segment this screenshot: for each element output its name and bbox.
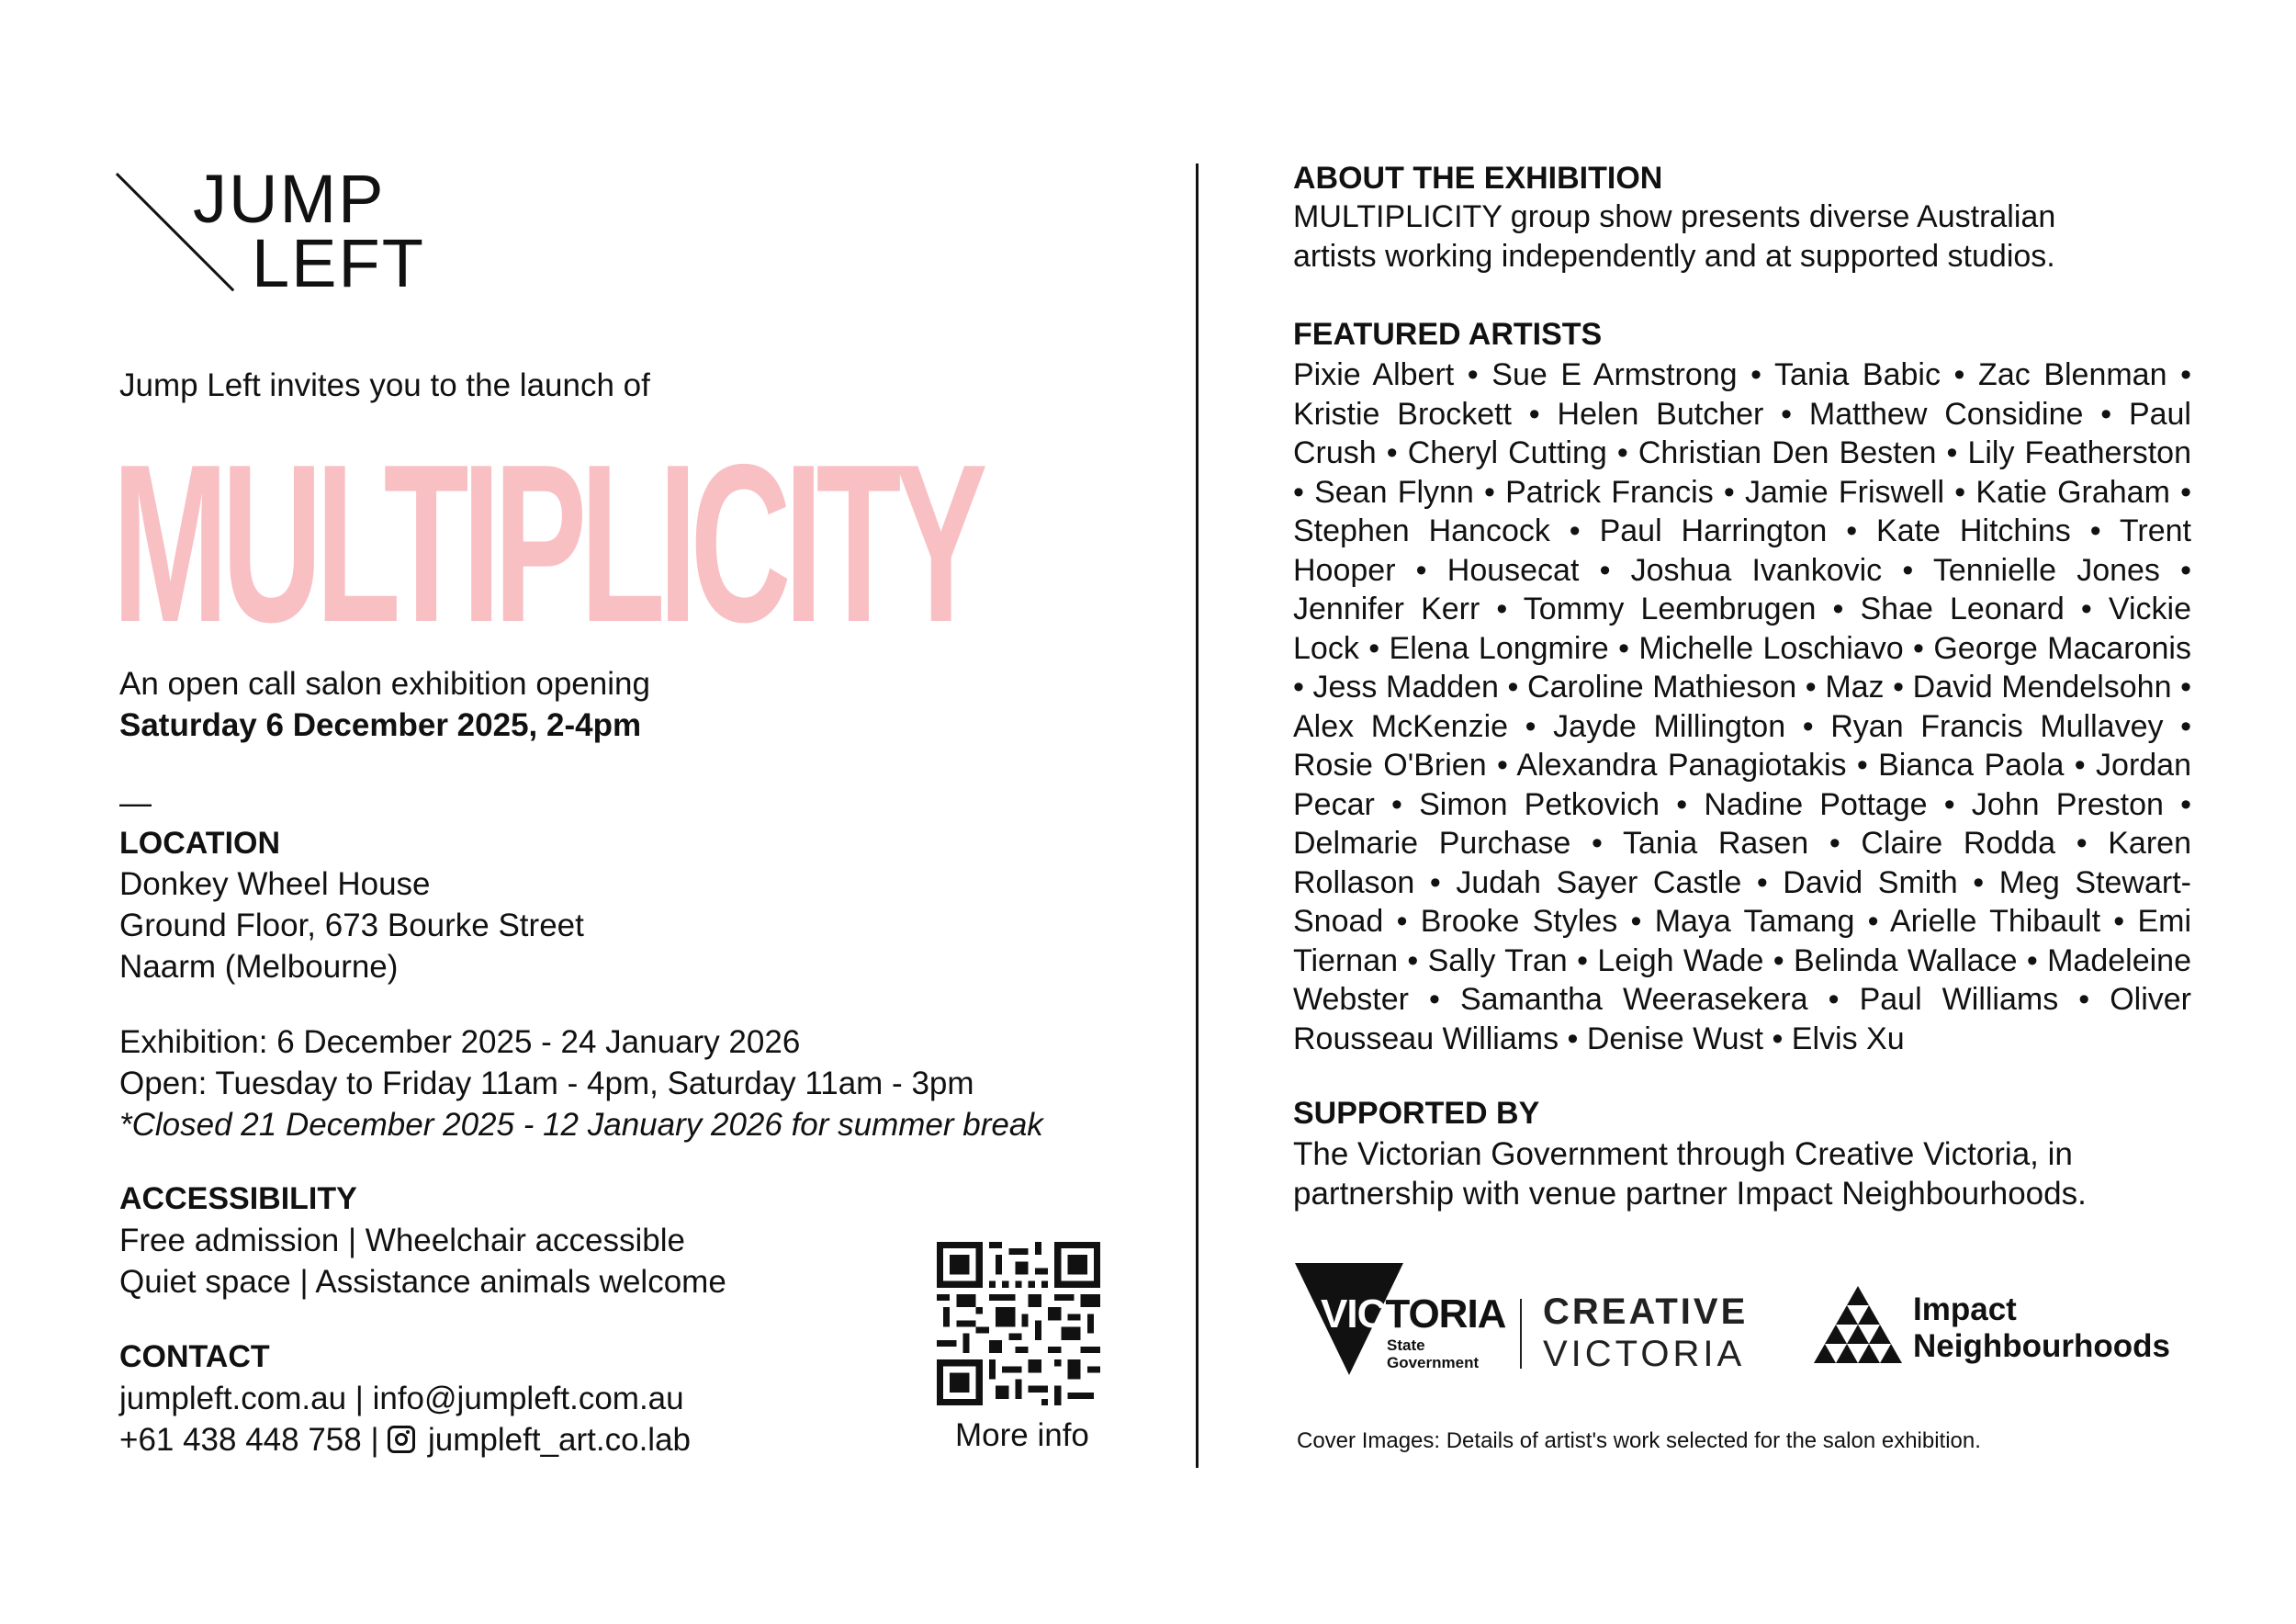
victoria-state-government-logo xyxy=(1295,1263,1506,1382)
creative-victoria-line-2: VICTORIA xyxy=(1543,1334,1746,1374)
dash-divider: — xyxy=(119,785,152,821)
exhibition-title: MULTIPLICITY xyxy=(112,418,981,670)
exhibition-dates: Exhibition: 6 December 2025 - 24 January 2026 xyxy=(119,1024,801,1060)
qr-more-info-label: More info xyxy=(955,1417,1089,1453)
column-divider xyxy=(1196,164,1199,1468)
opening-line: An open call salon exhibition opening xyxy=(119,666,650,702)
contact-phone-instagram xyxy=(119,1419,691,1460)
location-line-venue: Donkey Wheel House xyxy=(119,866,431,902)
about-line-2: artists working independently and at supported studios. xyxy=(1293,239,2055,274)
opening-date: Saturday 6 December 2025, 2-4pm xyxy=(119,707,642,743)
supported-by-heading: SUPPORTED BY xyxy=(1293,1096,1540,1131)
logo-word-left: LEFT xyxy=(252,225,425,301)
location-line-city: Naarm (Melbourne) xyxy=(119,949,399,985)
victoria-word-dark: TORIA xyxy=(1385,1291,1506,1336)
impact-neighbourhoods-line-1: Impact xyxy=(1913,1291,2017,1327)
victoria-logo-sub-state: State xyxy=(1387,1336,1425,1354)
accessibility-line-2: Quiet space | Assistance animals welcome xyxy=(119,1264,726,1300)
closure-note: *Closed 21 December 2025 - 12 January 2026 for summer break xyxy=(119,1107,1043,1143)
accessibility-heading: ACCESSIBILITY xyxy=(119,1181,357,1216)
accessibility-line-1: Free admission | Wheelchair accessible xyxy=(119,1223,686,1258)
featured-artists-list: Pixie Albert • Sue E Armstrong • Tania Babic • Zac Blenman • Kristie Brockett • Helen Butcher • Matthew Considine • Paul Crush • Cheryl Cutting • Christian Den Besten • Lily Featherston • Sean Flynn • Patrick Francis • Jamie Friswell • Katie Graham • Stephen Hancock • Paul Harrington • Kate Hitchins • Trent Hooper • Housecat • Joshua Ivankovic • Tennielle Jones • Jennifer Kerr • Tommy Leembrugen • Shae Leonard • Vickie Lock • Elena Longmire • Michelle Loschiavo • George Macaronis • Jess Madden • Caroline Mathieson • Maz • David Mendelsohn • Alex McKenzie • Jayde Millington • Ryan Francis Mullavey • Rosie O'Brien • Alexandra Panagiotakis • Bianca Paola • Jordan Pecar • Simon Petkovich • Nadine Pottage • John Preston • Delmarie Purchase • Tania Rasen • Claire Rodda • Karen Rollason • Judah Sayer Castle • David Smith • Meg Stewart-Snoad • Brooke Styles • Maya Tamang • Arielle Thibault • Emi Tiernan • Sally Tran • Leigh Wade • Belinda Wallace • Madeleine Webster • Samantha Weerasekera • Paul Williams • Oliver Rousseau Williams • Denise Wust • Elvis Xu xyxy=(1293,357,2191,1056)
cover-images-caption: Cover Images: Details of artist's work selected for the salon exhibition. xyxy=(1297,1428,1981,1453)
logo-word-jump: JUMP xyxy=(193,161,386,237)
jump-left-logo xyxy=(118,161,425,301)
supported-line-2: partnership with venue partner Impact Neighbourhoods. xyxy=(1293,1176,2087,1212)
opening-hours: Open: Tuesday to Friday 11am - 4pm, Saturday 11am - 3pm xyxy=(119,1066,974,1101)
featured-artists-heading: FEATURED ARTISTS xyxy=(1293,317,1603,352)
location-heading: LOCATION xyxy=(119,826,281,861)
qr-code-icon[interactable] xyxy=(937,1242,1100,1405)
contact-phone[interactable]: +61 438 448 758 | xyxy=(119,1422,388,1458)
victoria-word-white: VIC xyxy=(1321,1291,1386,1336)
about-heading: ABOUT THE EXHIBITION xyxy=(1293,161,1663,196)
contact-instagram[interactable]: jumpleft_art.co.lab xyxy=(428,1422,691,1458)
victoria-logo-sub-government: Government xyxy=(1387,1354,1480,1371)
contact-web-email[interactable]: jumpleft.com.au | info@jumpleft.com.au xyxy=(119,1381,684,1416)
victoria-logo-separator xyxy=(1520,1299,1522,1369)
impact-neighbourhoods-logo-icon xyxy=(1814,1286,1902,1363)
about-line-1: MULTIPLICITY group show presents diverse Australian xyxy=(1293,199,2056,234)
supported-line-1: The Victorian Government through Creative Victoria, in xyxy=(1293,1136,2073,1172)
victoria-logo-sub xyxy=(1387,1336,1479,1371)
creative-victoria-line-1: CREATIVE xyxy=(1543,1291,1749,1332)
instagram-icon xyxy=(388,1426,415,1453)
contact-heading: CONTACT xyxy=(119,1339,270,1374)
invite-text: Jump Left invites you to the launch of xyxy=(119,367,650,403)
location-line-address: Ground Floor, 673 Bourke Street xyxy=(119,908,584,943)
impact-neighbourhoods-line-2: Neighbourhoods xyxy=(1913,1328,2170,1364)
